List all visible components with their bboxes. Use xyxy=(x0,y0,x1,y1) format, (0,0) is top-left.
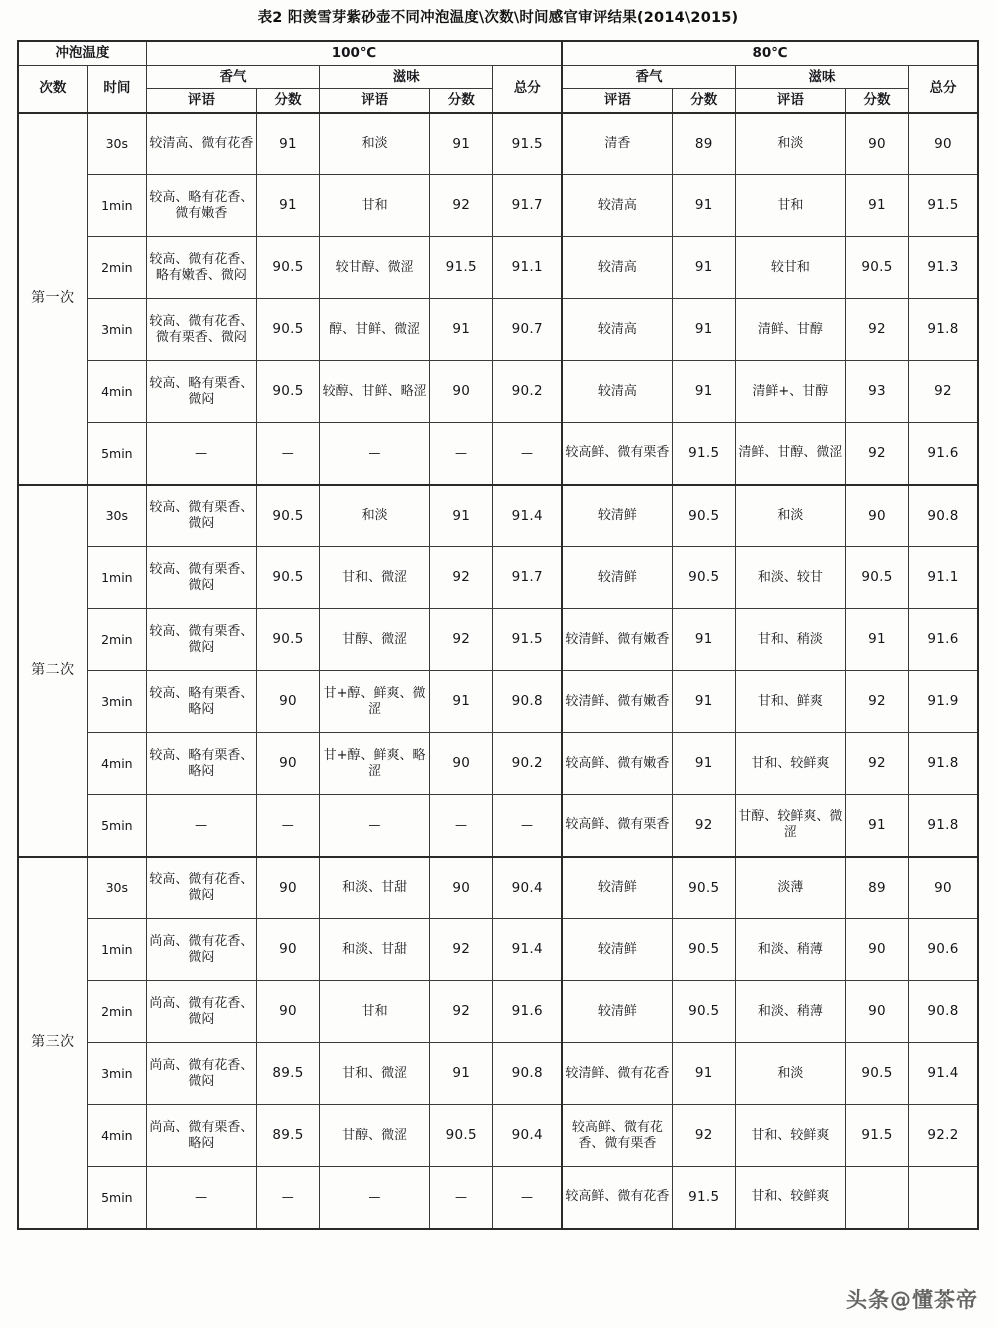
aroma-comment-80-cell: 较清鲜、微有嫩香 xyxy=(562,609,672,671)
total-80-cell: 91.1 xyxy=(909,547,978,609)
taste-comment-100-cell: 甘醇、微涩 xyxy=(320,1105,430,1167)
taste-score-80-cell: 90 xyxy=(845,919,908,981)
taste-comment-100-cell: 和淡 xyxy=(320,485,430,547)
taste-score-100-cell: 90.5 xyxy=(430,1105,493,1167)
aroma-comment-100-cell: 较高、略有花香、微有嫩香 xyxy=(146,175,256,237)
taste-comment-100-cell: 甘+醇、鲜爽、略涩 xyxy=(320,733,430,795)
sensory-evaluation-table xyxy=(17,40,979,1229)
total-80-cell: 90.8 xyxy=(909,981,978,1043)
taste-score-100-cell: 90 xyxy=(430,733,493,795)
total-100-cell: 90.2 xyxy=(493,361,562,423)
total-100-cell: 91.5 xyxy=(493,113,562,175)
table-row xyxy=(18,857,978,919)
taste-score-100-cell: 92 xyxy=(430,919,493,981)
header-aroma-80: 香气 xyxy=(562,65,735,88)
header-aroma-comment-100: 评语 xyxy=(146,89,256,113)
aroma-score-100-cell: 90.5 xyxy=(256,237,319,299)
taste-comment-80-cell: 清鲜、甘醇、微涩 xyxy=(735,423,845,485)
taste-score-100-cell: 92 xyxy=(430,175,493,237)
aroma-comment-100-cell: — xyxy=(146,1167,256,1229)
taste-comment-100-cell: 甘和 xyxy=(320,175,430,237)
table-row xyxy=(18,671,978,733)
aroma-score-80-cell: 91.5 xyxy=(672,1167,735,1229)
taste-comment-80-cell: 和淡 xyxy=(735,113,845,175)
table-row xyxy=(18,361,978,423)
header-row-attributes xyxy=(18,65,978,88)
total-80-cell: 91.8 xyxy=(909,733,978,795)
aroma-score-100-cell: 89.5 xyxy=(256,1043,319,1105)
header-time: 时间 xyxy=(87,65,146,112)
aroma-score-80-cell: 90.5 xyxy=(672,981,735,1043)
time-cell: 1min xyxy=(87,547,146,609)
aroma-score-80-cell: 91.5 xyxy=(672,423,735,485)
taste-score-100-cell: 91 xyxy=(430,113,493,175)
header-aroma-100: 香气 xyxy=(146,65,319,88)
aroma-score-80-cell: 91 xyxy=(672,609,735,671)
aroma-score-80-cell: 91 xyxy=(672,237,735,299)
taste-comment-100-cell: 和淡 xyxy=(320,113,430,175)
table-title: 表2 阳羡雪芽紫砂壶不同冲泡温度\次数\时间感官审评结果(2014\2015) xyxy=(257,10,739,26)
aroma-score-80-cell: 90.5 xyxy=(672,857,735,919)
taste-score-80-cell: 91.5 xyxy=(845,1105,908,1167)
aroma-score-80-cell: 91 xyxy=(672,175,735,237)
table-row xyxy=(18,1105,978,1167)
taste-score-100-cell: 92 xyxy=(430,547,493,609)
taste-comment-100-cell: 甘和 xyxy=(320,981,430,1043)
total-80-cell: 91.6 xyxy=(909,609,978,671)
table-row xyxy=(18,547,978,609)
time-cell: 1min xyxy=(87,919,146,981)
total-100-cell: — xyxy=(493,1167,562,1229)
aroma-comment-80-cell: 较清鲜、微有花香 xyxy=(562,1043,672,1105)
header-times: 次数 xyxy=(18,65,87,112)
total-100-cell: 90.7 xyxy=(493,299,562,361)
taste-comment-100-cell: 和淡、甘甜 xyxy=(320,857,430,919)
taste-score-100-cell: 91.5 xyxy=(430,237,493,299)
aroma-score-100-cell: 90 xyxy=(256,919,319,981)
taste-comment-80-cell: 和淡 xyxy=(735,1043,845,1105)
time-cell: 5min xyxy=(87,1167,146,1229)
total-80-cell xyxy=(909,1167,978,1229)
taste-comment-100-cell: 较甘醇、微涩 xyxy=(320,237,430,299)
table-row xyxy=(18,237,978,299)
header-total-80: 总分 xyxy=(909,65,978,112)
aroma-comment-80-cell: 较清高 xyxy=(562,361,672,423)
taste-comment-80-cell: 甘和、较鲜爽 xyxy=(735,1105,845,1167)
aroma-comment-100-cell: 尚高、微有花香、微闷 xyxy=(146,1043,256,1105)
total-100-cell: 90.4 xyxy=(493,1105,562,1167)
header-total-100: 总分 xyxy=(493,65,562,112)
table-row xyxy=(18,795,978,857)
header-aroma-score-100: 分数 xyxy=(256,89,319,113)
aroma-comment-100-cell: 较高、略有栗香、略闷 xyxy=(146,671,256,733)
total-80-cell: 91.4 xyxy=(909,1043,978,1105)
taste-score-80-cell: 91 xyxy=(845,175,908,237)
time-cell: 5min xyxy=(87,795,146,857)
aroma-score-100-cell: 90.5 xyxy=(256,485,319,547)
aroma-comment-80-cell: 较清鲜 xyxy=(562,981,672,1043)
time-cell: 3min xyxy=(87,1043,146,1105)
aroma-score-80-cell: 90.5 xyxy=(672,547,735,609)
aroma-score-100-cell: 90 xyxy=(256,981,319,1043)
aroma-score-80-cell: 91 xyxy=(672,361,735,423)
total-100-cell: 91.4 xyxy=(493,485,562,547)
taste-comment-100-cell: 甘和、微涩 xyxy=(320,1043,430,1105)
time-cell: 2min xyxy=(87,981,146,1043)
taste-score-100-cell: 91 xyxy=(430,1043,493,1105)
taste-comment-80-cell: 甘和、鲜爽 xyxy=(735,671,845,733)
aroma-comment-80-cell: 较高鲜、微有嫩香 xyxy=(562,733,672,795)
aroma-score-100-cell: 90 xyxy=(256,671,319,733)
taste-comment-80-cell: 淡薄 xyxy=(735,857,845,919)
aroma-comment-80-cell: 较清高 xyxy=(562,299,672,361)
time-cell: 4min xyxy=(87,361,146,423)
table-body xyxy=(18,113,978,1229)
taste-comment-80-cell: 和淡、较甘 xyxy=(735,547,845,609)
total-80-cell: 90.8 xyxy=(909,485,978,547)
aroma-score-100-cell: 91 xyxy=(256,113,319,175)
session-label: 第二次 xyxy=(18,485,87,857)
taste-comment-100-cell: 甘醇、微涩 xyxy=(320,609,430,671)
table-row xyxy=(18,733,978,795)
taste-comment-100-cell: — xyxy=(320,795,430,857)
taste-score-80-cell: 93 xyxy=(845,361,908,423)
taste-comment-80-cell: 甘和、较鲜爽 xyxy=(735,1167,845,1229)
aroma-score-80-cell: 90.5 xyxy=(672,485,735,547)
total-100-cell: 90.8 xyxy=(493,1043,562,1105)
aroma-comment-100-cell: 较高、略有栗香、略闷 xyxy=(146,733,256,795)
aroma-comment-100-cell: 较高、微有花香、微有栗香、微闷 xyxy=(146,299,256,361)
aroma-score-100-cell: — xyxy=(256,423,319,485)
header-temp-80: 80℃ xyxy=(562,41,978,65)
taste-comment-80-cell: 较甘和 xyxy=(735,237,845,299)
time-cell: 3min xyxy=(87,299,146,361)
taste-score-80-cell: 89 xyxy=(845,857,908,919)
taste-score-80-cell: 91 xyxy=(845,609,908,671)
header-row-temperature xyxy=(18,41,978,65)
aroma-comment-100-cell: — xyxy=(146,795,256,857)
aroma-score-80-cell: 91 xyxy=(672,1043,735,1105)
time-cell: 1min xyxy=(87,175,146,237)
aroma-comment-80-cell: 清香 xyxy=(562,113,672,175)
time-cell: 30s xyxy=(87,113,146,175)
time-cell: 5min xyxy=(87,423,146,485)
time-cell: 3min xyxy=(87,671,146,733)
taste-score-100-cell: 90 xyxy=(430,857,493,919)
taste-score-100-cell: — xyxy=(430,1167,493,1229)
aroma-score-100-cell: 90.5 xyxy=(256,609,319,671)
aroma-comment-80-cell: 较清高 xyxy=(562,237,672,299)
aroma-score-80-cell: 91 xyxy=(672,299,735,361)
aroma-score-100-cell: 89.5 xyxy=(256,1105,319,1167)
aroma-comment-100-cell: 较高、略有栗香、微闷 xyxy=(146,361,256,423)
taste-comment-100-cell: — xyxy=(320,423,430,485)
session-label: 第三次 xyxy=(18,857,87,1229)
total-100-cell: 90.8 xyxy=(493,671,562,733)
total-80-cell: 90.6 xyxy=(909,919,978,981)
time-cell: 30s xyxy=(87,485,146,547)
header-taste-comment-100: 评语 xyxy=(320,89,430,113)
aroma-score-80-cell: 89 xyxy=(672,113,735,175)
aroma-comment-80-cell: 较清鲜 xyxy=(562,857,672,919)
taste-comment-100-cell: 和淡、甘甜 xyxy=(320,919,430,981)
taste-comment-80-cell: 和淡、稍薄 xyxy=(735,919,845,981)
taste-comment-100-cell: 甘+醇、鲜爽、微涩 xyxy=(320,671,430,733)
header-taste-80: 滋味 xyxy=(735,65,908,88)
taste-comment-80-cell: 和淡、稍薄 xyxy=(735,981,845,1043)
aroma-score-80-cell: 92 xyxy=(672,1105,735,1167)
aroma-score-100-cell: 90 xyxy=(256,857,319,919)
aroma-score-80-cell: 92 xyxy=(672,795,735,857)
aroma-comment-100-cell: 较清高、微有花香 xyxy=(146,113,256,175)
taste-comment-80-cell: 甘和、稍淡 xyxy=(735,609,845,671)
taste-comment-80-cell: 甘和、较鲜爽 xyxy=(735,733,845,795)
watermark: 头条@懂茶帝 xyxy=(846,1288,978,1312)
total-100-cell: 91.4 xyxy=(493,919,562,981)
aroma-score-80-cell: 91 xyxy=(672,671,735,733)
header-taste-100: 滋味 xyxy=(320,65,493,88)
aroma-comment-80-cell: 较高鲜、微有栗香 xyxy=(562,795,672,857)
total-80-cell: 91.5 xyxy=(909,175,978,237)
taste-comment-100-cell: 醇、甘鲜、微涩 xyxy=(320,299,430,361)
taste-score-80-cell: 90.5 xyxy=(845,1043,908,1105)
taste-score-80-cell: 90.5 xyxy=(845,237,908,299)
aroma-comment-100-cell: 较高、微有栗香、微闷 xyxy=(146,547,256,609)
aroma-score-80-cell: 91 xyxy=(672,733,735,795)
aroma-score-100-cell: 91 xyxy=(256,175,319,237)
time-cell: 2min xyxy=(87,609,146,671)
header-aroma-comment-80: 评语 xyxy=(562,89,672,113)
table-row xyxy=(18,113,978,175)
time-cell: 4min xyxy=(87,733,146,795)
aroma-comment-80-cell: 较清鲜、微有嫩香 xyxy=(562,671,672,733)
taste-comment-80-cell: 和淡 xyxy=(735,485,845,547)
taste-comment-100-cell: 较醇、甘鲜、略涩 xyxy=(320,361,430,423)
taste-score-80-cell: 90 xyxy=(845,113,908,175)
taste-comment-80-cell: 甘醇、较鲜爽、微涩 xyxy=(735,795,845,857)
taste-score-80-cell xyxy=(845,1167,908,1229)
aroma-comment-80-cell: 较高鲜、微有花香、微有栗香 xyxy=(562,1105,672,1167)
aroma-score-100-cell: 90.5 xyxy=(256,299,319,361)
aroma-score-100-cell: 90 xyxy=(256,733,319,795)
taste-score-100-cell: 92 xyxy=(430,981,493,1043)
table-row xyxy=(18,423,978,485)
aroma-comment-80-cell: 较清高 xyxy=(562,175,672,237)
aroma-comment-80-cell: 较清鲜 xyxy=(562,485,672,547)
total-100-cell: 91.7 xyxy=(493,547,562,609)
total-80-cell: 91.8 xyxy=(909,299,978,361)
total-80-cell: 91.6 xyxy=(909,423,978,485)
total-100-cell: 91.1 xyxy=(493,237,562,299)
header-taste-score-100: 分数 xyxy=(430,89,493,113)
aroma-comment-80-cell: 较清鲜 xyxy=(562,919,672,981)
taste-comment-80-cell: 甘和 xyxy=(735,175,845,237)
session-label: 第一次 xyxy=(18,113,87,485)
taste-comment-100-cell: 甘和、微涩 xyxy=(320,547,430,609)
total-80-cell: 91.8 xyxy=(909,795,978,857)
total-80-cell: 91.3 xyxy=(909,237,978,299)
aroma-comment-80-cell: 较清鲜 xyxy=(562,547,672,609)
aroma-comment-100-cell: 尚高、微有花香、微闷 xyxy=(146,981,256,1043)
header-taste-comment-80: 评语 xyxy=(735,89,845,113)
aroma-comment-80-cell: 较高鲜、微有栗香 xyxy=(562,423,672,485)
aroma-comment-100-cell: 尚高、微有花香、微闷 xyxy=(146,919,256,981)
aroma-comment-100-cell: — xyxy=(146,423,256,485)
header-temperature-label: 冲泡温度 xyxy=(18,41,146,65)
table-row xyxy=(18,485,978,547)
taste-score-80-cell: 90 xyxy=(845,981,908,1043)
taste-score-80-cell: 92 xyxy=(845,733,908,795)
table-row xyxy=(18,299,978,361)
table-row xyxy=(18,981,978,1043)
aroma-score-100-cell: — xyxy=(256,1167,319,1229)
table-header xyxy=(18,41,978,112)
taste-score-100-cell: 90 xyxy=(430,361,493,423)
aroma-score-100-cell: 90.5 xyxy=(256,547,319,609)
aroma-comment-100-cell: 较高、微有栗香、微闷 xyxy=(146,485,256,547)
total-100-cell: 90.4 xyxy=(493,857,562,919)
taste-score-80-cell: 92 xyxy=(845,299,908,361)
total-80-cell: 92 xyxy=(909,361,978,423)
total-100-cell: 91.7 xyxy=(493,175,562,237)
total-80-cell: 92.2 xyxy=(909,1105,978,1167)
aroma-score-100-cell: — xyxy=(256,795,319,857)
aroma-comment-100-cell: 较高、微有栗香、微闷 xyxy=(146,609,256,671)
time-cell: 30s xyxy=(87,857,146,919)
total-100-cell: — xyxy=(493,423,562,485)
header-taste-score-80: 分数 xyxy=(845,89,908,113)
aroma-comment-100-cell: 尚高、微有栗香、略闷 xyxy=(146,1105,256,1167)
taste-score-100-cell: 92 xyxy=(430,609,493,671)
total-100-cell: 90.2 xyxy=(493,733,562,795)
total-100-cell: 91.5 xyxy=(493,609,562,671)
aroma-score-100-cell: 90.5 xyxy=(256,361,319,423)
taste-comment-100-cell: — xyxy=(320,1167,430,1229)
taste-score-100-cell: — xyxy=(430,423,493,485)
taste-score-100-cell: 91 xyxy=(430,485,493,547)
total-100-cell: 91.6 xyxy=(493,981,562,1043)
header-aroma-score-80: 分数 xyxy=(672,89,735,113)
table-row xyxy=(18,1167,978,1229)
aroma-comment-100-cell: 较高、微有花香、微闷 xyxy=(146,857,256,919)
taste-comment-80-cell: 清鲜+、甘醇 xyxy=(735,361,845,423)
table-row xyxy=(18,1043,978,1105)
taste-score-80-cell: 91 xyxy=(845,795,908,857)
table-row xyxy=(18,609,978,671)
taste-score-80-cell: 92 xyxy=(845,423,908,485)
total-80-cell: 90 xyxy=(909,113,978,175)
time-cell: 4min xyxy=(87,1105,146,1167)
time-cell: 2min xyxy=(87,237,146,299)
taste-comment-80-cell: 清鲜、甘醇 xyxy=(735,299,845,361)
total-80-cell: 91.9 xyxy=(909,671,978,733)
table-row xyxy=(18,175,978,237)
total-100-cell: — xyxy=(493,795,562,857)
total-80-cell: 90 xyxy=(909,857,978,919)
taste-score-80-cell: 90.5 xyxy=(845,547,908,609)
taste-score-100-cell: 91 xyxy=(430,671,493,733)
header-temp-100: 100℃ xyxy=(146,41,562,65)
taste-score-80-cell: 92 xyxy=(845,671,908,733)
table-row xyxy=(18,919,978,981)
aroma-comment-100-cell: 较高、微有花香、略有嫩香、微闷 xyxy=(146,237,256,299)
taste-score-100-cell: 91 xyxy=(430,299,493,361)
aroma-comment-80-cell: 较高鲜、微有花香 xyxy=(562,1167,672,1229)
aroma-score-80-cell: 90.5 xyxy=(672,919,735,981)
taste-score-100-cell: — xyxy=(430,795,493,857)
taste-score-80-cell: 90 xyxy=(845,485,908,547)
